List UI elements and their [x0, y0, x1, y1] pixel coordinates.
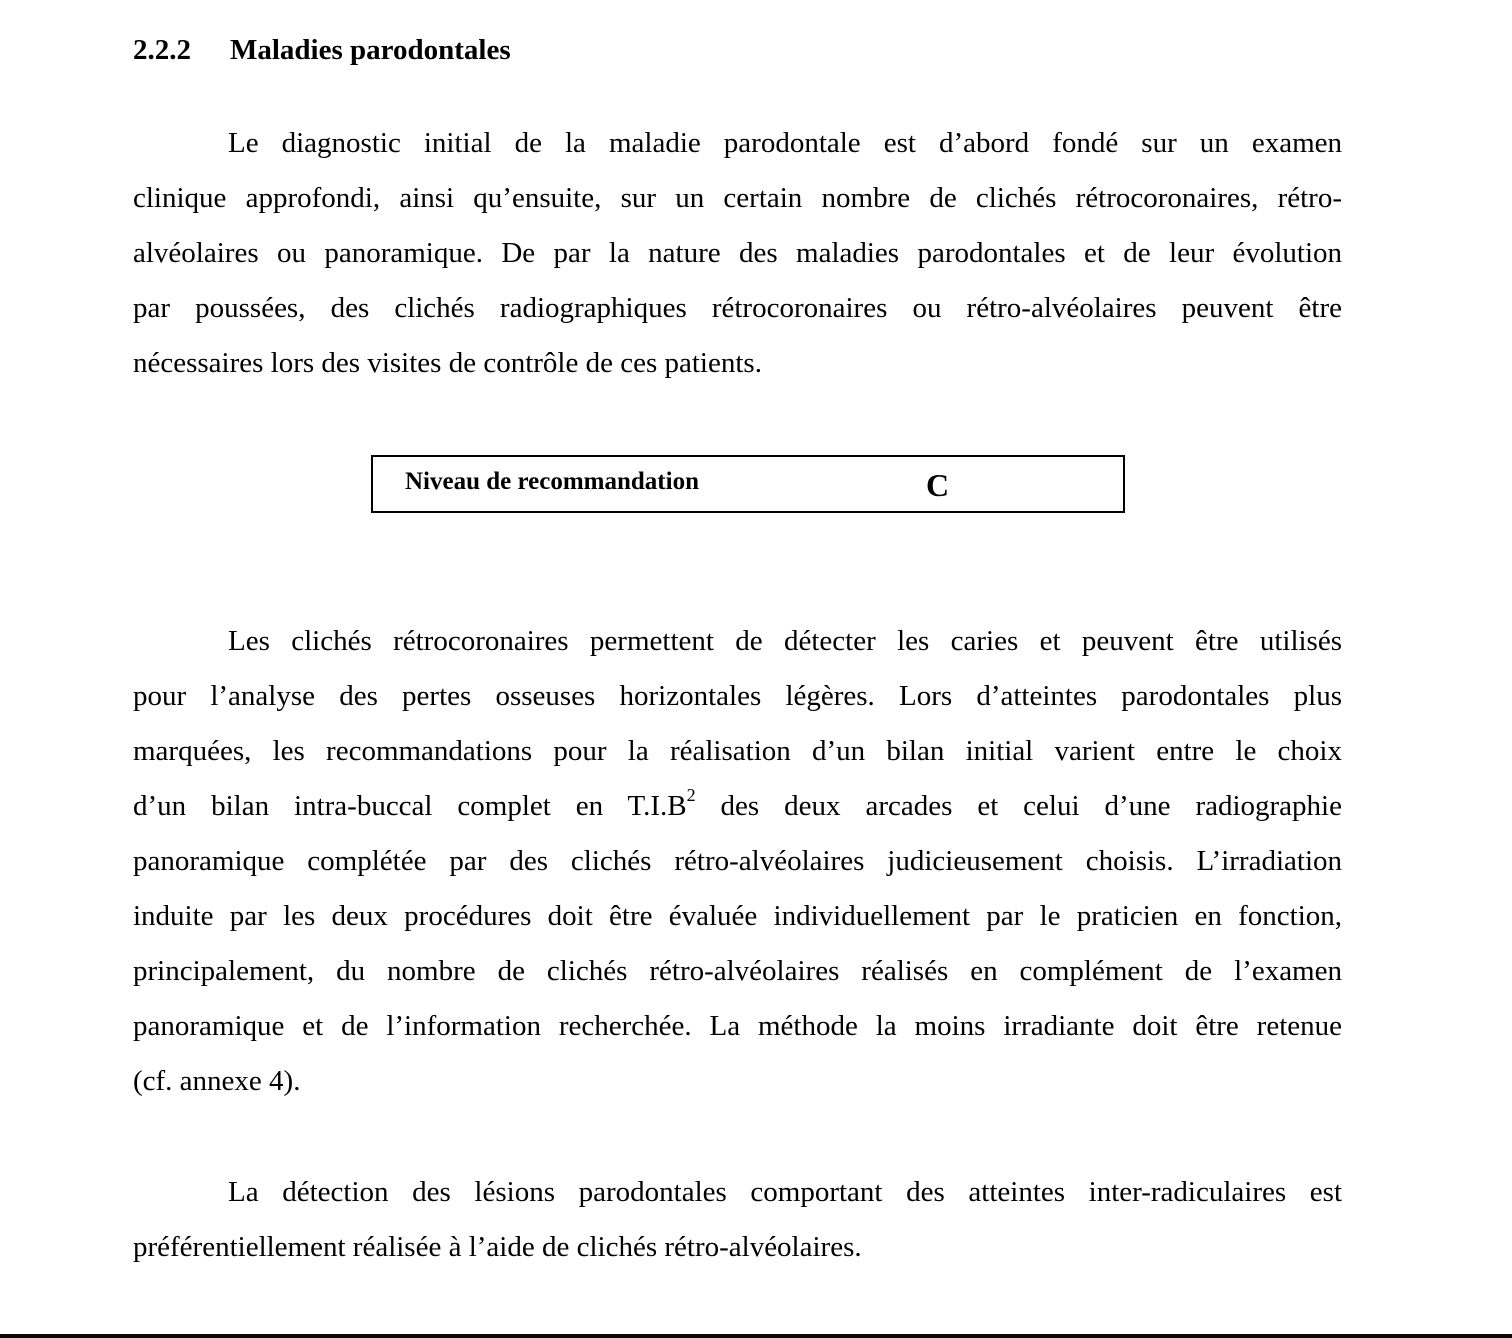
page-bottom-edge	[0, 1334, 1512, 1338]
paragraph-retrocoronaires	[133, 614, 1342, 1109]
paragraph-line: panoramique complétée par des clichés rétro-alvéolaires judicieusement choisis. L’irradiation	[133, 845, 1342, 877]
paragraph-line: clinique approfondi, ainsi qu’ensuite, sur un certain nombre de clichés rétrocoronaires, rétro-	[133, 182, 1342, 214]
paragraph-line: panoramique et de l’information recherchée. La méthode la moins irradiante doit être retenue	[133, 1010, 1342, 1042]
paragraph-line: pour l’analyse des pertes osseuses horizontales légères. Lors d’atteintes parodontales plus	[133, 680, 1342, 712]
recommendation-box	[371, 455, 1125, 513]
paragraph-line: La détection des lésions parodontales comportant des atteintes inter-radiculaires est	[228, 1176, 1342, 1208]
paragraph-diagnostic	[133, 116, 1342, 391]
paragraph-line: nécessaires lors des visites de contrôle de ces patients.	[133, 347, 762, 379]
footnote-marker[interactable]: 2	[686, 785, 696, 805]
paragraph-line: Le diagnostic initial de la maladie parodontale est d’abord fondé sur un examen	[228, 127, 1342, 159]
paragraph-line: préférentiellement réalisée à l’aide de clichés rétro-alvéolaires.	[133, 1231, 862, 1263]
paragraph-line: induite par les deux procédures doit être évaluée individuellement par le praticien en fonction,	[133, 900, 1342, 932]
section-number: 2.2.2	[133, 34, 191, 66]
paragraph-line: par poussées, des clichés radiographiques rétrocoronaires ou rétro-alvéolaires peuvent être	[133, 292, 1342, 324]
paragraph-line-with-footnote	[133, 779, 1342, 834]
paragraph-line: marquées, les recommandations pour la réalisation d’un bilan initial varient entre le choix	[133, 735, 1342, 767]
paragraph-inter-radiculaires	[133, 1165, 1342, 1275]
paragraph-line: alvéolaires ou panoramique. De par la nature des maladies parodontales et de leur évolution	[133, 237, 1342, 269]
recommendation-grade: C	[926, 467, 950, 503]
section-heading	[133, 30, 511, 70]
paragraph-line: (cf. annexe 4).	[133, 1065, 301, 1097]
recommendation-label: Niveau de recommandation	[405, 468, 699, 495]
paragraph-line: principalement, du nombre de clichés rétro-alvéolaires réalisés en complément de l’examen	[133, 955, 1342, 987]
paragraph-line: Les clichés rétrocoronaires permettent de détecter les caries et peuvent être utilisés	[228, 625, 1342, 657]
line-text: des deux arcades et celui d’une radiographie	[695, 790, 1342, 822]
section-title: Maladies parodontales	[230, 34, 511, 66]
line-text: d’un bilan intra-buccal complet en T.I.B	[133, 790, 687, 822]
